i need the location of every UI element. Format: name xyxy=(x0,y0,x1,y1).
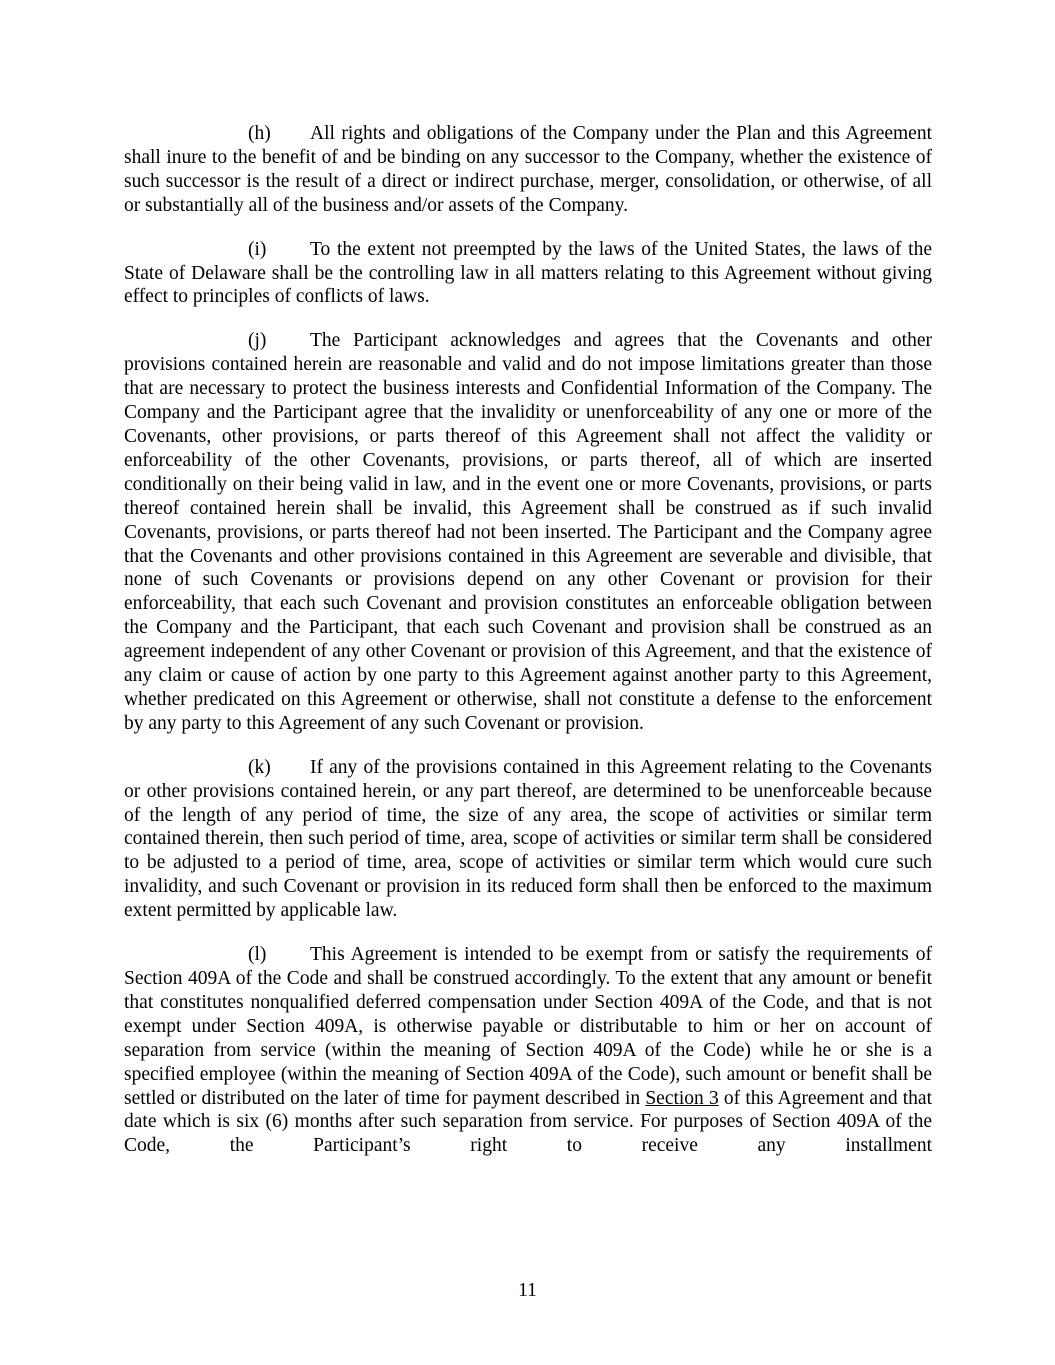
page-number: 11 xyxy=(518,1280,537,1301)
paragraph-i xyxy=(124,238,932,310)
paragraph-j xyxy=(124,329,932,735)
paragraph-label: (i) xyxy=(248,238,267,260)
paragraph-text: This Agreement is intended to be exempt from or satisfy the requirements of Section 409A of the Code and shall be construed accordingly. To the extent that any amount or benefit that constitutes nonqualified deferred compensation under Section 409A of the Code, and that is not exempt under Section 409A, is otherwise payable or distributable to him or her on account of separation from service (within the meaning of Section 409A of the Code) while he or she is a specified employee (within the meaning of Section 409A of the Code), such amount or benefit shall be settled or distributed on the later of time for payment described in xyxy=(124,944,932,1109)
paragraph-text: To the extent not preempted by the laws of the United States, the laws of the State of Delaware shall be the controlling law in all matters relating to this Agreement without giving effect to principles of conflicts of laws. xyxy=(124,238,932,308)
paragraph-text: If any of the provisions contained in this Agreement relating to the Covenants or other provisions contained herein, or any part thereof, are determined to be unenforceable because of the length of any period of time, the size of any area, the scope of activities or similar term contained therein, then such period of time, area, scope of activities or similar term shall be considered to be adjusted to a period of time, area, scope of activities or similar term which would cure such invalidity, and such Covenant or provision in its reduced form shall then be enforced to the maximum extent permitted by applicable law. xyxy=(124,756,932,922)
section-reference: Section 3 xyxy=(645,1087,719,1109)
paragraph-k xyxy=(124,756,932,923)
paragraph-text-continued: of this Agreement and that date which is six (6) months after such separation from service. For purposes of Section 409A of the Code, the Participant’s right to receive any installment xyxy=(124,1087,932,1157)
paragraph-label: (j) xyxy=(248,330,267,352)
document-page xyxy=(124,122,932,1178)
paragraph-text: The Participant acknowledges and agrees that the Covenants and other provisions contained herein are reasonable and valid and do not impose limitations greater than those that are necessary to protect the business interests and Confidential Information of the Company. The Company and the Participant agree that the invalidity or unenforceability of any one or more of the Covenants, other provisions, or parts thereof of this Agreement shall not affect the validity or enforceability of the other Covenants, provisions, or parts thereof, all of which are inserted conditionally on their being valid in law, and in the event one or more Covenants, provisions, or parts thereof contained herein shall be invalid, this Agreement shall be construed as if such invalid Covenants, provisions, or parts thereof had not been inserted. The Participant and the Company agree that the Covenants and other provisions contained in this Agreement are severable and divisible, that none of such Covenants or provisions depend on any other Covenant or provision for their enforceability, that each such Covenant and provision constitutes an enforceable obligation between the Company and the Participant, that each such Covenant and provision shall be construed as an agreement independent of any other Covenant or provision of this Agreement, and that the existence of any claim or cause of action by one party to this Agreement against another party to this Agreement, whether predicated on this Agreement or otherwise, shall not constitute a defense to the enforcement by any party to this Agreement of any such Covenant or provision. xyxy=(124,330,932,734)
paragraph-label: (k) xyxy=(248,756,271,778)
paragraph-label: (l) xyxy=(248,944,267,966)
paragraph-l xyxy=(124,943,932,1158)
paragraph-text: All rights and obligations of the Company under the Plan and this Agreement shall inure to the benefit of and be binding on any successor to the Company, whether the existence of such successor is the result of a direct or indirect purchase, merger, consolidation, or otherwise, of all or substantially all of the business and/or assets of the Company. xyxy=(124,123,932,216)
paragraph-label: (h) xyxy=(248,123,271,144)
paragraph-h xyxy=(124,122,932,218)
